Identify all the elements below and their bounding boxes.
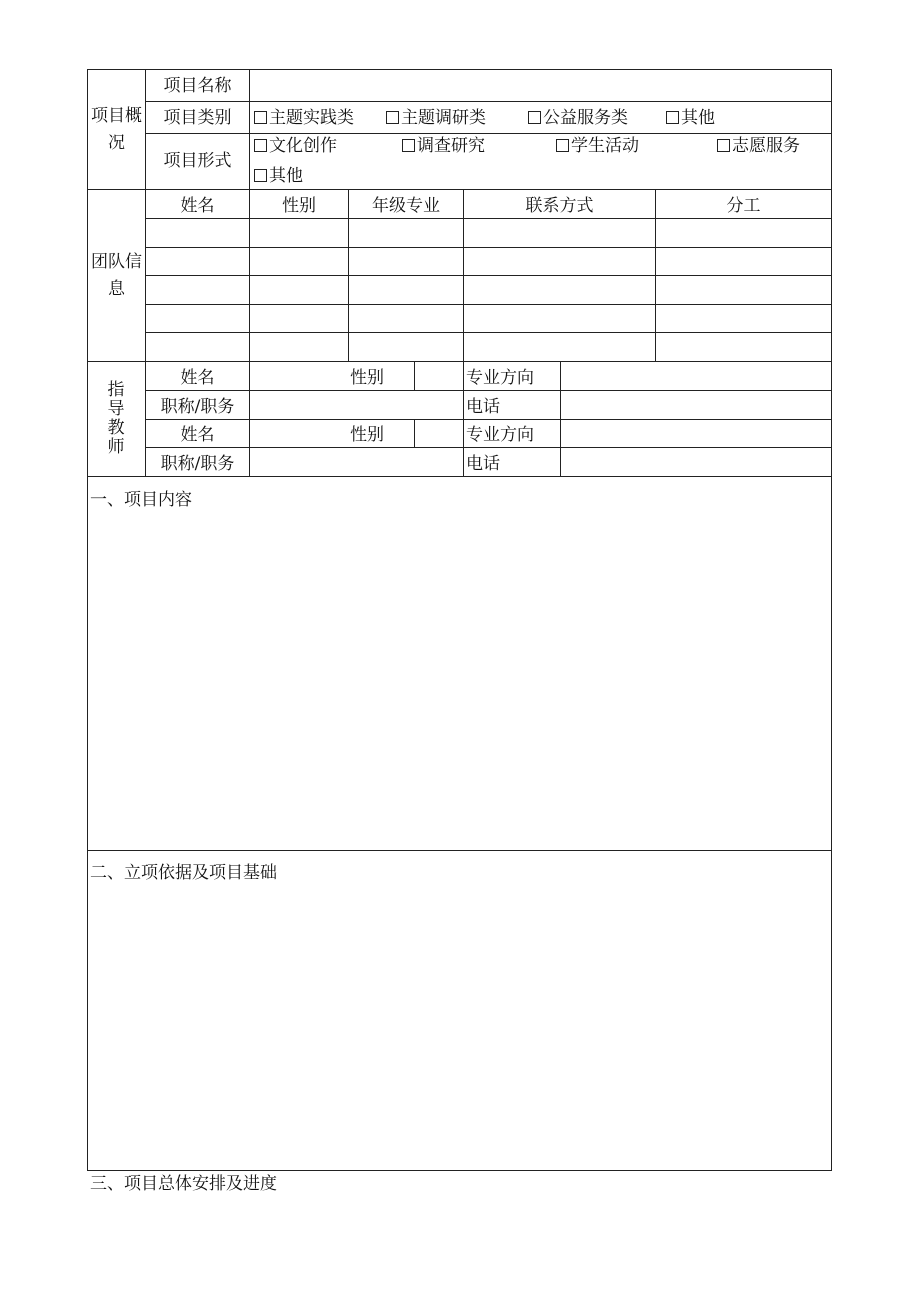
advisor1-name-label: 姓名 [180, 368, 215, 388]
form-checkbox[interactable] [254, 166, 303, 186]
team-header-role: 分工 [726, 196, 761, 216]
form-option-label: 调查研究 [417, 136, 485, 156]
advisor2-phone-input[interactable] [561, 448, 831, 476]
category-option-label: 主题调研类 [401, 108, 486, 128]
advisor1-name-input[interactable] [250, 362, 348, 390]
row-divider [87, 476, 832, 477]
category-option-label: 公益服务类 [543, 108, 628, 128]
advisor2-major-input[interactable] [561, 420, 831, 447]
advisor1-phone-label: 电话 [466, 397, 500, 417]
advisor1-major-input[interactable] [561, 362, 831, 390]
checkbox-icon [402, 139, 415, 152]
form-checkbox[interactable] [402, 136, 485, 156]
advisor1-gender-label: 性别 [350, 368, 384, 388]
checkbox-icon [254, 139, 267, 152]
form-checkbox[interactable] [556, 136, 639, 156]
advisor2-title-input[interactable] [250, 448, 463, 476]
table-row[interactable] [146, 248, 831, 275]
project-name-input[interactable] [250, 70, 831, 101]
checkbox-icon [528, 111, 541, 124]
team-group-text: 团队信息 [91, 251, 142, 299]
project-basis-textarea[interactable] [88, 886, 831, 1170]
category-option-label: 其他 [681, 108, 715, 128]
advisor1-gender-input[interactable] [415, 362, 463, 390]
category-option-label: 主题实践类 [269, 108, 354, 128]
form-checkbox[interactable] [254, 136, 337, 156]
team-header-grade-major: 年级专业 [372, 196, 440, 216]
checkbox-icon [666, 111, 679, 124]
section-divider [87, 850, 832, 851]
team-header-gender: 性别 [282, 196, 316, 216]
advisor1-major-label: 专业方向 [466, 368, 534, 388]
form-option-label: 文化创作 [269, 136, 337, 156]
table-row[interactable] [146, 333, 831, 361]
project-name-label: 项目名称 [163, 76, 232, 96]
project-form-label: 项目形式 [163, 151, 232, 171]
advisor2-name-input[interactable] [250, 420, 348, 447]
project-content-textarea[interactable] [88, 512, 831, 850]
advisor1-title-input[interactable] [250, 391, 463, 419]
form-checkbox[interactable] [717, 136, 800, 156]
form-option-label: 学生活动 [571, 136, 639, 156]
table-row[interactable] [146, 219, 831, 247]
section-divider [87, 1170, 832, 1171]
advisor1-title-label: 职称/职务 [160, 397, 235, 417]
overview-group-text: 项目概况 [91, 105, 142, 153]
overview-group-label [88, 70, 145, 189]
form-option-label: 志愿服务 [732, 136, 800, 156]
team-header-contact: 联系方式 [525, 196, 594, 216]
checkbox-icon [254, 111, 267, 124]
category-checkbox[interactable] [386, 108, 486, 128]
advisor1-phone-input[interactable] [561, 391, 831, 419]
form-option-label: 其他 [269, 166, 303, 186]
advisor2-gender-label: 性别 [350, 425, 384, 445]
advisor2-phone-label: 电话 [466, 454, 500, 474]
project-category-label: 项目类别 [163, 108, 232, 128]
advisor-group-text: 指导教师 [107, 380, 125, 457]
checkbox-icon [254, 169, 267, 182]
checkbox-icon [556, 139, 569, 152]
section-schedule-title: 三、项目总体安排及进度 [90, 1174, 277, 1194]
section-basis-title: 二、立项依据及项目基础 [90, 863, 277, 883]
checkbox-icon [386, 111, 399, 124]
table-right-border [831, 69, 832, 1171]
category-checkbox[interactable] [254, 108, 354, 128]
checkbox-icon [717, 139, 730, 152]
team-header-name: 姓名 [180, 196, 215, 216]
section-content-title: 一、项目内容 [90, 490, 192, 510]
advisor2-title-label: 职称/职务 [160, 454, 235, 474]
row-divider [87, 189, 832, 190]
team-group-label [88, 190, 145, 361]
advisor2-name-label: 姓名 [180, 425, 215, 445]
table-row[interactable] [146, 305, 831, 332]
category-checkbox[interactable] [666, 108, 715, 128]
advisor2-major-label: 专业方向 [466, 425, 534, 445]
advisor-group-label [102, 362, 130, 476]
category-checkbox[interactable] [528, 108, 628, 128]
advisor2-gender-input[interactable] [415, 420, 463, 447]
table-row[interactable] [146, 276, 831, 304]
